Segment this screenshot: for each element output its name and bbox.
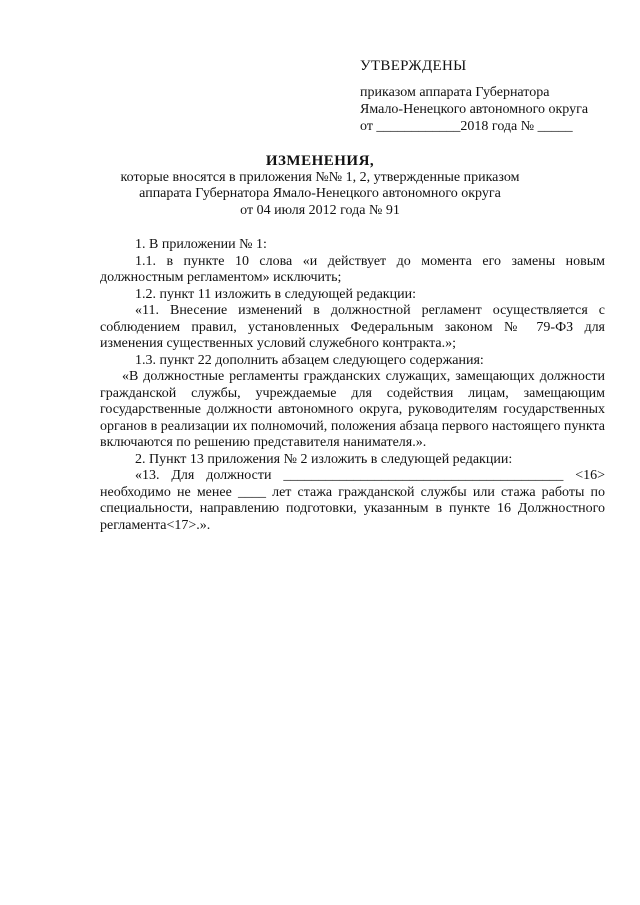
heading-line-1: которые вносятся в приложения №№ 1, 2, утвержденные приказом — [120, 169, 520, 185]
approval-line-1: приказом аппарата Губернатора — [360, 85, 550, 100]
document-title: ИЗМЕНЕНИЯ, — [265, 153, 375, 169]
paragraph-item-11: «11. Внесение изменений в должностной регламент осуществляется с соблюдением правил, установленных Федеральным законом № 79-ФЗ для изменения существенных условий служебного контракта.»; — [100, 303, 605, 351]
approval-line-3: от ____________2018 года № _____ — [360, 119, 573, 134]
document-heading — [100, 153, 540, 219]
paragraph-1: 1. В приложении № 1: — [135, 237, 267, 252]
paragraph-2: 2. Пункт 13 приложения № 2 изложить в следующей редакции: — [135, 451, 513, 467]
paragraph-item-22-addition: «В должностные регламенты гражданских служащих, замещающих должности гражданской службы, учреждаемые для содействия лицам, замещающим государственные должности автономного округа, руководителям государственных органов в реализации их полномочий, положения абзаца первого настоящего пункта включаются по решению представителя нанимателя.». — [100, 369, 605, 450]
paragraph-1-2: 1.2. пункт 11 изложить в следующей редакции: — [135, 286, 416, 302]
paragraph-item-13: «13. Для должности ________________________________________ <16> необходимо не менее ____ лет стажа гражданской службы или стажа работы по специальности, направлению подготовки, указанным в пункте 16 Должностного регламента<17>.». — [100, 468, 605, 533]
paragraph-1-1: 1.1. в пункте 10 слова «и действует до момента его замены новым должностным регламентом» исключить; — [100, 253, 605, 285]
paragraph-1-3: 1.3. пункт 22 дополнить абзацем следующего содержания: — [135, 352, 484, 368]
approval-title: УТВЕРЖДЕНЫ — [360, 58, 467, 74]
heading-line-2: аппарата Губернатора Ямало-Ненецкого автономного округа — [139, 186, 501, 201]
document-body — [100, 237, 605, 534]
heading-line-3: от 04 июля 2012 года № 91 — [240, 202, 400, 218]
approval-block — [360, 58, 620, 135]
approval-line-2: Ямало-Ненецкого автономного округа — [360, 102, 589, 117]
